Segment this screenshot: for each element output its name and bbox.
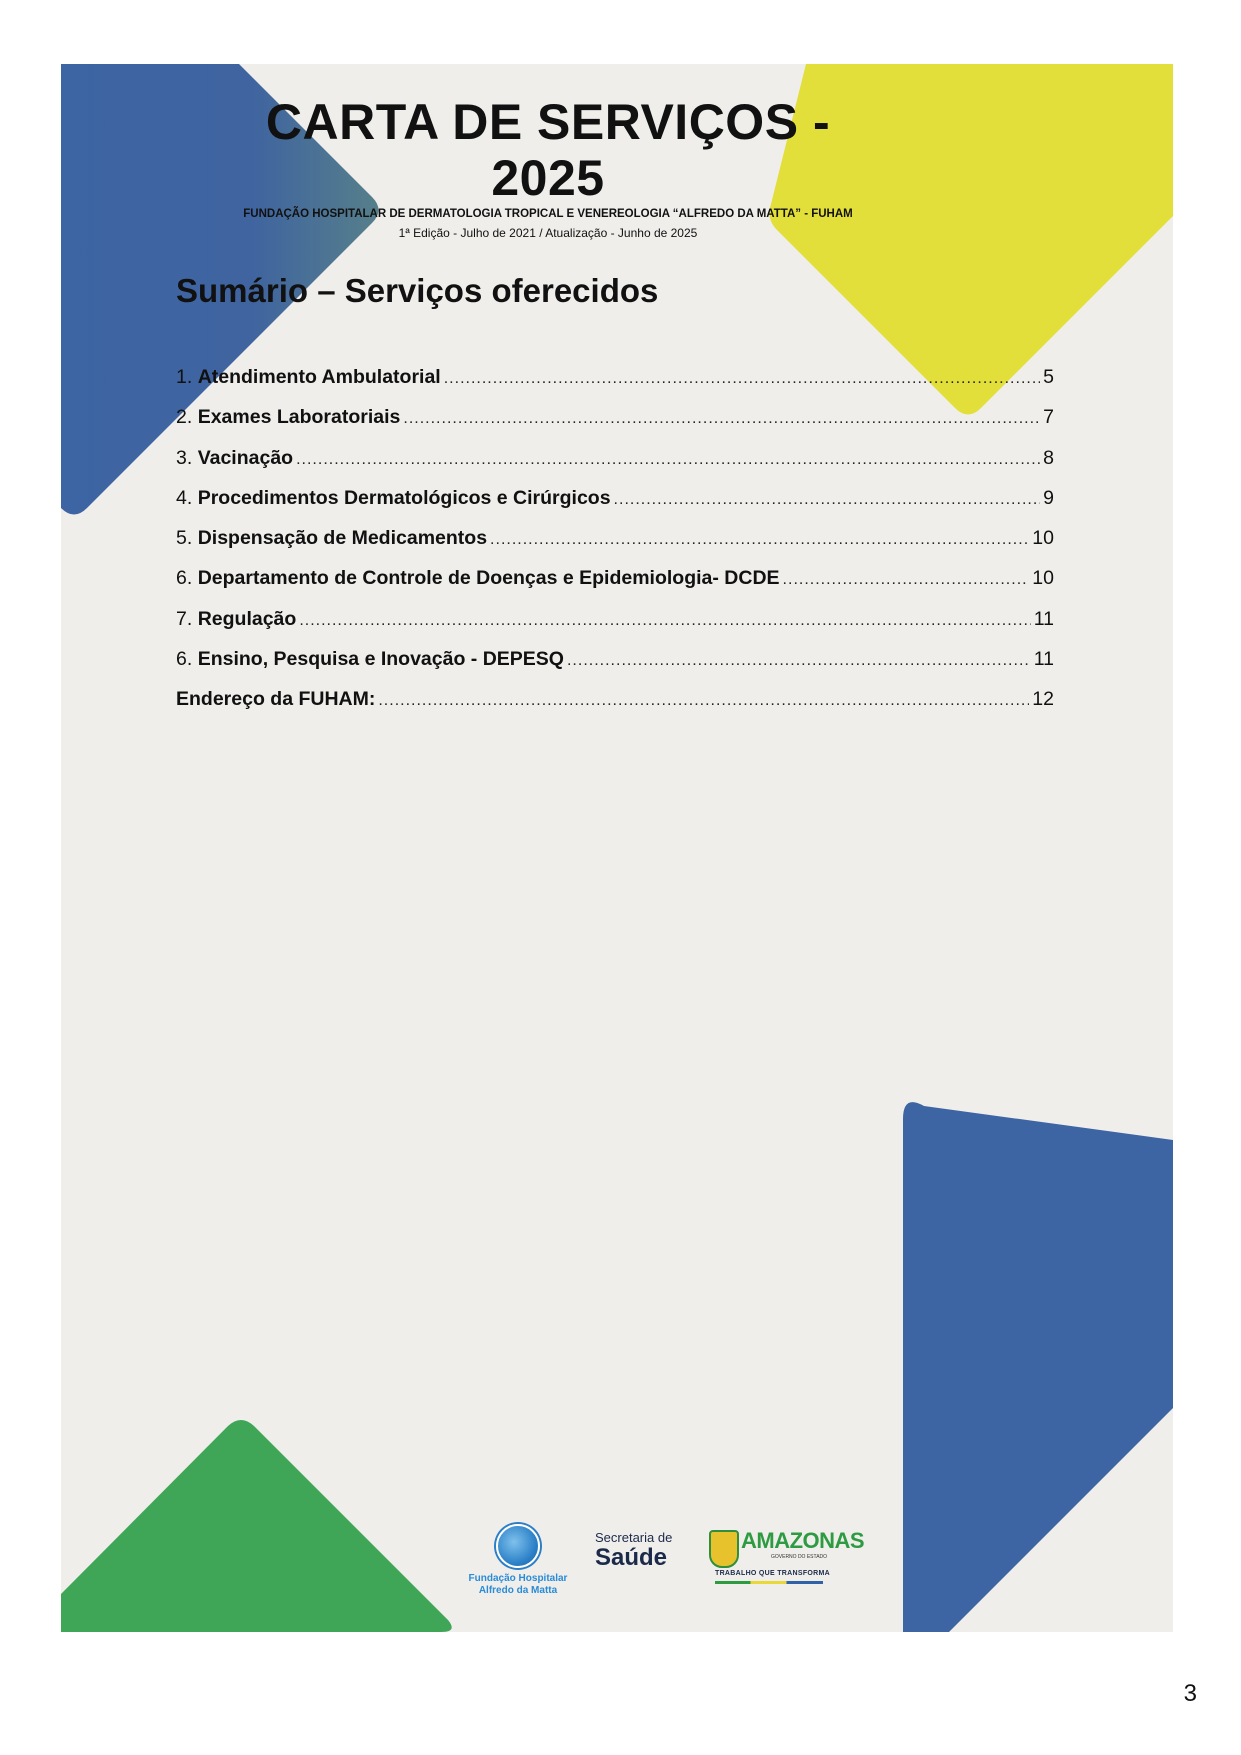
toc-item-page: 12 <box>1032 688 1054 711</box>
toc-item-page: 5 <box>1043 366 1054 388</box>
toc-item-number: 6. <box>176 648 198 671</box>
toc-item-number: 3. <box>176 446 198 469</box>
document-sheet <box>61 64 1173 1632</box>
toc-item-label: Regulação <box>197 607 297 630</box>
fuham-logo-text: Fundação Hospitalar Alfredo da Matta <box>468 1573 568 1596</box>
amazonas-logo-slogan: TRABALHO QUE TRANSFORMA <box>715 1570 831 1577</box>
toc-item-page: 8 <box>1043 446 1054 469</box>
toc-item-label: Exames Laboratoriais <box>197 406 401 429</box>
toc-leader <box>490 531 1029 549</box>
saude-logo-small: Secretaria de <box>595 1530 673 1545</box>
crest-icon <box>709 1530 739 1568</box>
toc-item[interactable] <box>176 648 1054 688</box>
document-subtitle: FUNDAÇÃO HOSPITALAR DE DERMATOLOGIA TROPICAL E VENEREOLOGIA “ALFREDO DA MATTA” - FUHAM <box>243 208 853 220</box>
toc-item-label: Endereço da FUHAM: <box>176 688 376 711</box>
amazonas-logo-gov: GOVERNO DO ESTADO <box>771 1554 828 1560</box>
toc-leader <box>378 692 1029 710</box>
toc-item-label: Dispensação de Medicamentos <box>197 527 488 550</box>
toc-item[interactable] <box>176 406 1054 446</box>
toc-item[interactable] <box>176 447 1054 487</box>
fuham-logo <box>463 1524 573 1604</box>
toc-item-label: Procedimentos Dermatológicos e Cirúrgicos <box>197 486 611 509</box>
toc-item[interactable] <box>176 608 1054 648</box>
saude-logo-big: Saúde <box>595 1544 668 1571</box>
document-header <box>61 94 1173 244</box>
toc-item[interactable] <box>176 527 1054 567</box>
toc-item-page: 9 <box>1043 486 1054 509</box>
toc-item-label: Ensino, Pesquisa e Inovação - DEPESQ <box>197 648 564 671</box>
saude-logo <box>595 1530 695 1590</box>
toc-leader <box>403 410 1040 428</box>
flag-stripe <box>715 1581 823 1584</box>
toc-item-number: 4. <box>176 486 198 509</box>
amazonas-logo <box>709 1526 865 1596</box>
toc-item-number: 7. <box>176 607 198 630</box>
toc-heading: Sumário – Serviços oferecidos <box>176 272 659 309</box>
page-number: 3 <box>1183 1680 1197 1707</box>
toc-item-page: 11 <box>1033 607 1054 630</box>
green-triangle-bottom-left <box>61 1420 452 1632</box>
toc-item-page: 10 <box>1032 567 1054 590</box>
toc-leader <box>783 571 1030 589</box>
document-title: CARTA DE SERVIÇOS - 2025 <box>265 94 831 206</box>
toc-leader <box>444 370 1040 388</box>
toc-item-number: 2. <box>176 406 198 429</box>
toc-leader <box>296 451 1040 469</box>
toc-item-number: 1. <box>176 366 198 388</box>
toc-item-number: 5. <box>176 527 198 550</box>
toc-item-page: 10 <box>1032 527 1054 550</box>
toc-leader <box>299 612 1030 630</box>
document-edition: 1ª Edição - Julho de 2021 / Atualização - Junho de 2025 <box>398 226 698 240</box>
toc-item-page: 7 <box>1043 406 1054 429</box>
toc-leader <box>567 652 1031 670</box>
toc-leader <box>614 491 1041 509</box>
table-of-contents <box>176 366 1054 729</box>
blue-triangle-right <box>903 1102 1173 1632</box>
toc-item-label: Departamento de Controle de Doenças e Epidemiologia- DCDE <box>197 567 780 590</box>
toc-item-label: Vacinação <box>197 446 294 469</box>
toc-item[interactable] <box>176 366 1054 406</box>
toc-item[interactable] <box>176 487 1054 527</box>
toc-item[interactable] <box>176 567 1054 607</box>
toc-item-page: 11 <box>1033 648 1054 671</box>
globe-icon <box>496 1524 540 1568</box>
footer-logos <box>463 1524 865 1604</box>
toc-item-label: Atendimento Ambulatorial <box>197 366 441 388</box>
toc-item[interactable] <box>176 688 1054 728</box>
amazonas-logo-word: AMAZONAS <box>741 1528 865 1553</box>
toc-item-number: 6. <box>176 567 198 590</box>
